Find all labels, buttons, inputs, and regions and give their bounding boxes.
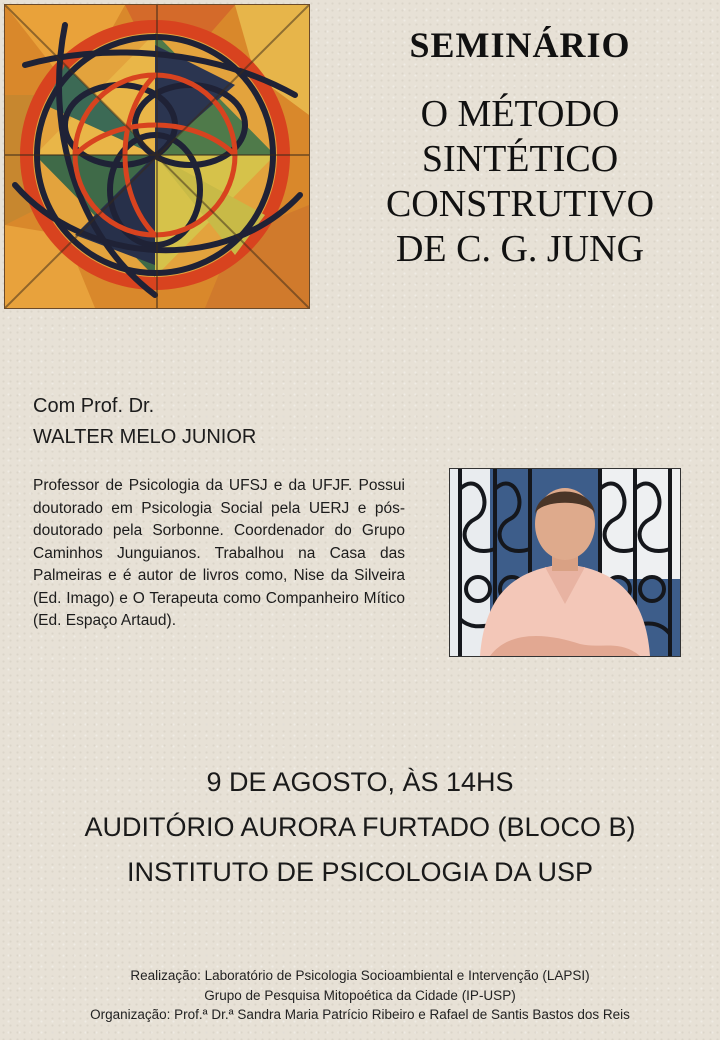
- speaker-bio: Professor de Psicologia da UFSJ e da UFJF. Possui doutorado em Psicologia Social pela UERJ e pós-doutorado pela Sorbonne. Coordenador do Grupo Caminhos Junguianos. Trabalhou na Casa das Palmeiras e é autor de livros como, Nise da Silveira (Ed. Imago) e O Terapeuta como Companheiro Mítico (Ed. Espaço Artaud).: [33, 477, 405, 629]
- credits-realizacao: Realização: Laboratório de Psicologia Socioambiental e Intervenção (LAPSI): [130, 968, 590, 983]
- event-venue: AUDITÓRIO AURORA FURTADO (BLOCO B): [84, 812, 636, 842]
- talk-title-line: SINTÉTICO: [421, 138, 619, 180]
- speaker-block: [33, 391, 256, 453]
- event-institution: INSTITUTO DE PSICOLOGIA DA USP: [126, 857, 594, 887]
- event-date-time: 9 DE AGOSTO, ÀS 14HS: [206, 767, 514, 797]
- credits-organizacao: Organização: Prof.ª Dr.ª Sandra Maria Patrício Ribeiro e Rafael de Santis Bastos dos Reis: [90, 1007, 630, 1022]
- credits-grupo: Grupo de Pesquisa Mitopoética da Cidade (IP-USP): [204, 987, 516, 1003]
- mandala-painting: [4, 4, 310, 309]
- title-block: [330, 22, 710, 272]
- talk-title-line: DE C. G. JUNG: [395, 228, 645, 270]
- speaker-name: WALTER MELO JUNIOR: [33, 426, 257, 448]
- talk-title: [330, 92, 710, 272]
- event-info: [0, 760, 720, 895]
- talk-title-line: CONSTRUTIVO: [385, 183, 655, 225]
- speaker-intro: Com Prof. Dr.: [33, 395, 155, 417]
- talk-title-line: O MÉTODO: [420, 93, 620, 135]
- seminar-label: SEMINÁRIO: [409, 25, 631, 65]
- speaker-photo: [449, 468, 681, 657]
- credits: [0, 966, 720, 1025]
